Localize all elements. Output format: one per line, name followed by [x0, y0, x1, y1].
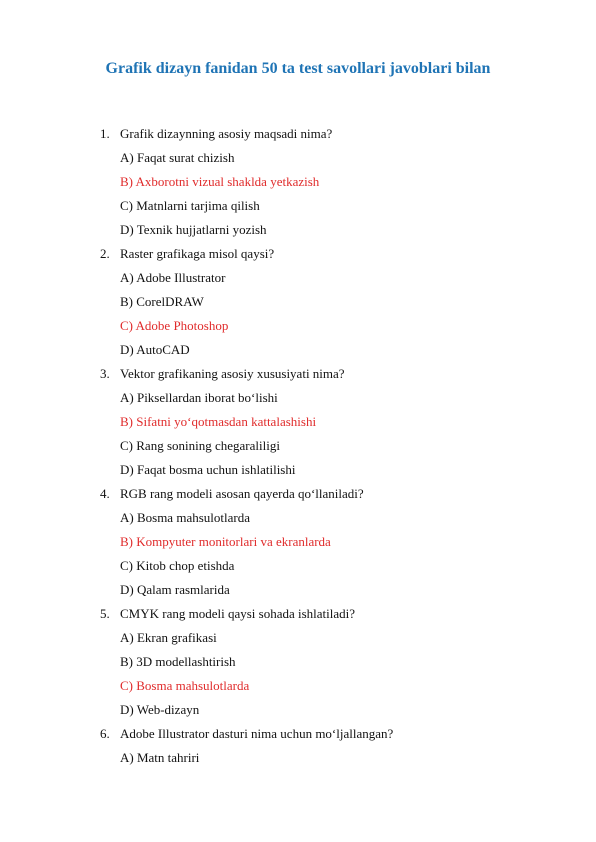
question-number: 1.: [100, 126, 110, 141]
answer-option: D) AutoCAD: [120, 342, 190, 357]
question-item: [100, 722, 560, 770]
question-text: [100, 602, 560, 626]
question-label: RGB rang modeli asosan qayerda qo‘llaniladi?: [120, 486, 364, 501]
question-list: [100, 122, 560, 770]
page-title: Grafik dizayn fanidan 50 ta test savollari javoblari bilan: [105, 60, 491, 77]
question-number: 6.: [100, 726, 110, 741]
answer-option: C) Rang sonining chegaraliligi: [120, 438, 280, 453]
answer-option: A) Piksellardan iborat bo‘lishi: [120, 390, 278, 405]
question-item: [100, 362, 560, 482]
question-item: [100, 242, 560, 362]
answer-option: C) Kitob chop etishda: [120, 558, 235, 573]
answer-option: A) Matn tahriri: [120, 750, 200, 765]
answer-option: D) Web-dizayn: [120, 702, 200, 717]
question-number: 4.: [100, 486, 110, 501]
question-label: Raster grafikaga misol qaysi?: [120, 246, 275, 261]
answer-option-correct: C) Adobe Photoshop: [120, 318, 229, 333]
question-item: [100, 602, 560, 722]
answer-option-correct: B) Sifatni yo‘qotmasdan kattalashishi: [120, 414, 317, 429]
question-text: [100, 362, 560, 386]
answer-option: B) CorelDRAW: [120, 294, 204, 309]
answer-option-correct: B) Kompyuter monitorlari va ekranlarda: [120, 534, 331, 549]
answer-option: C) Matnlarni tarjima qilish: [120, 198, 260, 213]
question-text: [100, 722, 560, 746]
answer-option: D) Texnik hujjatlarni yozish: [120, 222, 267, 237]
question-item: [100, 122, 560, 242]
question-text: [100, 482, 560, 506]
answer-option: A) Ekran grafikasi: [120, 630, 217, 645]
question-label: Adobe Illustrator dasturi nima uchun mo‘ljallangan?: [120, 726, 394, 741]
question-number: 2.: [100, 246, 110, 261]
question-item: [100, 482, 560, 602]
question-number: 3.: [100, 366, 110, 381]
answer-option: A) Bosma mahsulotlarda: [120, 510, 250, 525]
question-label: CMYK rang modeli qaysi sohada ishlatiladi?: [120, 606, 356, 621]
answer-option-correct: B) Axborotni vizual shaklda yetkazish: [120, 174, 320, 189]
answer-option: D) Qalam rasmlarida: [120, 582, 230, 597]
question-text: [100, 122, 560, 146]
question-label: Grafik dizaynning asosiy maqsadi nima?: [120, 126, 333, 141]
question-label: Vektor grafikaning asosiy xususiyati nima?: [120, 366, 345, 381]
question-number: 5.: [100, 606, 110, 621]
question-text: [100, 242, 560, 266]
answer-option: B) 3D modellashtirish: [120, 654, 236, 669]
answer-option-correct: C) Bosma mahsulotlarda: [120, 678, 250, 693]
answer-option: D) Faqat bosma uchun ishlatilishi: [120, 462, 296, 477]
answer-option: A) Faqat surat chizish: [120, 150, 235, 165]
answer-option: A) Adobe Illustrator: [120, 270, 226, 285]
